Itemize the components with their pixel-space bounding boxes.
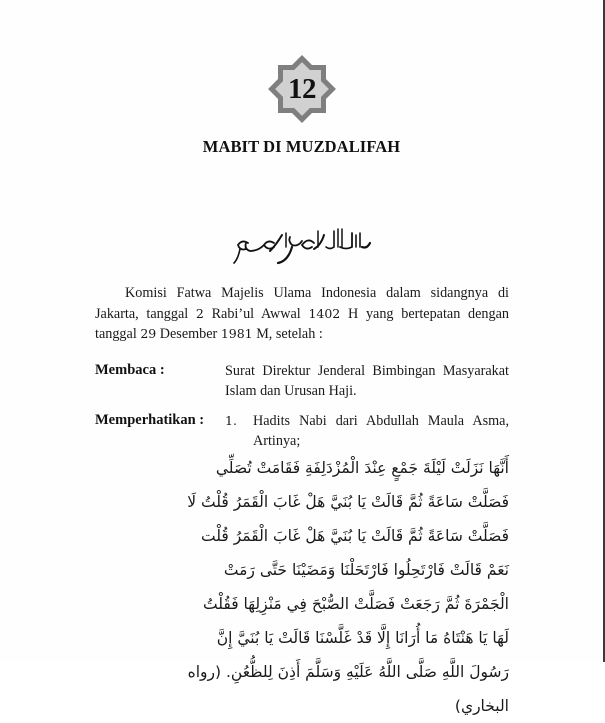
chapter-number: 12: [288, 72, 316, 105]
item-text: Hadits Nabi dari Abdullah Maula Asma, Artinya;: [253, 413, 509, 449]
memperhatikan-label: Memperhatikan :: [95, 412, 205, 428]
arabic-line: الْجَمْرَةَ ثُمَّ رَجَعَتْ فَصَلَّتْ الصُّبْحَ فِي مَنْزِلِهَا فَقُلْتُ: [203, 595, 509, 613]
arabic-line: نَعَمْ قَالَتْ فَارْتَحِلُوا فَارْتَحَلْنَا وَمَضَيْنَا حَتَّى رَمَتْ: [223, 561, 509, 579]
membaca-text: Surat Direktur Jenderal Bimbingan Masyarakat Islam dan Urusan Haji.: [225, 363, 509, 399]
arabic-line: فَصَلَّتْ سَاعَةً ثُمَّ قَالَتْ يَا بُنَيَّ هَلْ غَابَ الْقَمَرُ قُلْت: [201, 527, 509, 545]
arabic-line: لَهَا يَا هَنْتَاهُ مَا أُرَانَا إِلَّا قَدْ غَلَّسْنَا قَالَتْ يَا بُنَيَّ إِنَّ: [216, 629, 509, 647]
basmala-calligraphy-icon: [230, 223, 380, 268]
arabic-line: رَسُولَ اللَّهِ صَلَّى اللَّهُ عَلَيْهِ وَسَلَّمَ أَذِنَ لِلظُّعُنِ. (رواه: [187, 663, 509, 681]
intro-paragraph: Komisi Fatwa Majelis Ulama Indonesia dalam sidangnya di Jakarta, tanggal 2 Rabi’ul Awwal 1402 H yang bertepatan dengan tanggal 29 Desember 1981 M, setelah :: [95, 285, 509, 342]
item-number: 1.: [225, 413, 237, 428]
chapter-title: MABIT DI MUZDALIFAH: [202, 137, 401, 156]
arabic-line: البخاري): [454, 697, 509, 715]
chapter-number-badge: [266, 53, 338, 125]
membaca-label: Membaca :: [95, 362, 165, 378]
arabic-line: فَصَلَّتْ سَاعَةً ثُمَّ قَالَتْ يَا بُنَيَّ هَلْ غَابَ الْقَمَرُ قُلْتُ لَا: [187, 493, 509, 511]
arabic-line: أَنَّهَا نَزَلَتْ لَيْلَةَ جَمْعٍ عِنْدَ الْمُزْدَلِفَةِ فَقَامَتْ تُصَلِّي: [215, 459, 509, 477]
hadith-arabic-text: [187, 451, 509, 723]
